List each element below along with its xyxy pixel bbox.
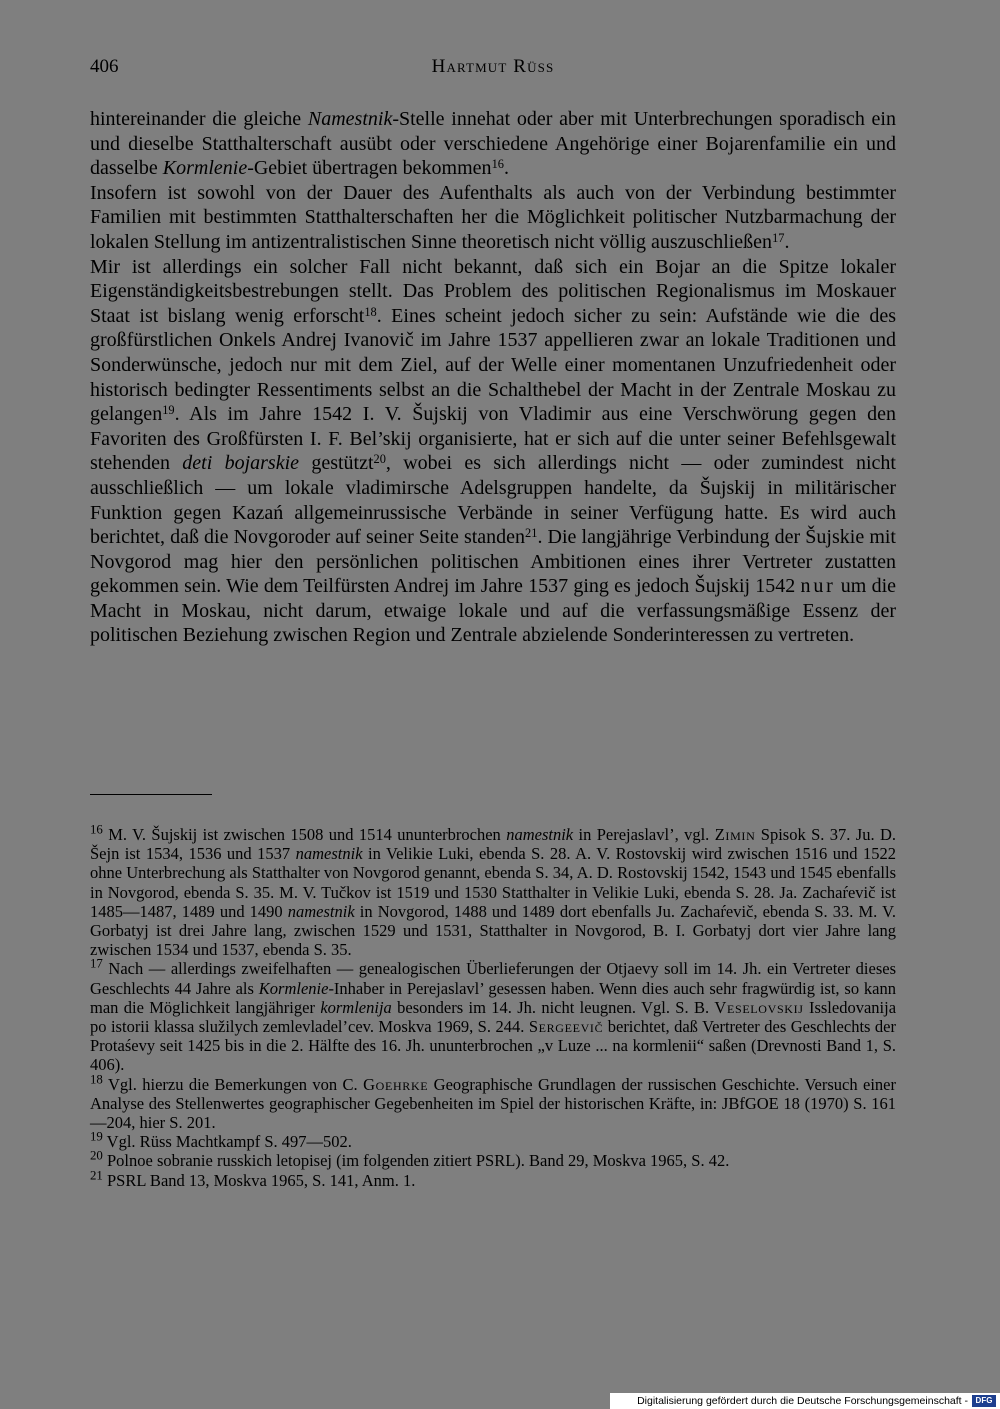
italic-term: Namestnik (307, 108, 393, 130)
footnote-number: 18 (90, 1072, 103, 1087)
banner-text: Digitalisierung gefördert durch die Deutsche Forschungsgemeinschaft - (637, 1395, 968, 1407)
italic-term: namestnik (295, 844, 363, 864)
text-run: , wobei es sich allerdings nicht — oder zumindest nicht ausschließlich — um lokale vladimirsche Adelsgruppen handelte, da Šujskij in militärischer Funktion gegen Kazań allgemeinrussische Verbände in seiner Verfügung hatte. Es wird auch berichtet, daß die Novgoroder auf seiner Seite standen (90, 452, 896, 549)
text-run: Geographische Grundlagen der russischen Geschichte. Versuch einer Analyse des Stellenwertes geographischer Gegebenheiten im Spiel der historischen Kräfte, in: JBfGOE 18 (1970) S. 161—204, hier S. 201. (90, 1074, 896, 1133)
text-run: in Perejaslavl’, vgl. (573, 825, 715, 844)
digitization-banner (610, 1393, 1000, 1409)
author-name: Veselovskij (714, 997, 804, 1017)
text-run: Mir ist allerdings ein solcher Fall nicht bekannt, daß sich ein Bojar an die Spitze lokaler Eigenständigkeitsbestrebungen stellt. Das Problem des politischen Regionalismus im Moskauer Staat ist bislang wenig erforscht (90, 255, 896, 327)
text-run: Polnoe sobranie russkich letopisej (im folgenden zitiert PSRL). Band 29, Moskva 1965, S. 42. (102, 1151, 730, 1171)
footnote-reference: 18 (364, 304, 377, 319)
italic-term: namestnik (287, 901, 355, 921)
text-run: -Stelle innehat oder aber mit Unterbrechungen sporadisch ein und dieselbe Statthalterschaft ausübt oder verschiedene Angehörige einer Bojarenfamilie ein und dasselbe (90, 108, 896, 180)
footnote (90, 1129, 896, 1152)
italic-term: Kormlenie (258, 978, 329, 998)
body-paragraph (90, 181, 896, 255)
footnote-reference: 17 (772, 230, 785, 245)
text-run: . Die langjährige Verbindung der Šujskie mit Novgorod mag hier den persönlichen politischen Ambitionen eines ihrer Vertreter zustatten gekommen sein. Wie dem Teilfürsten Andrej im Jahre 1537 ging es jedoch Šujskij 1542 (90, 526, 896, 598)
footnote-reference: 20 (373, 452, 386, 467)
text-run: M. V. Šujskij ist zwischen 1508 und 1514 ununterbrochen (102, 825, 507, 844)
footnote-number: 19 (90, 1129, 103, 1144)
footnote-number: 16 (90, 822, 103, 837)
main-text (90, 107, 896, 648)
footnote (90, 1168, 896, 1190)
text-run: . Eines scheint jedoch sicher zu sein: Aufstände wie die des großfürstlichen Onkels Andrej Ivanovič im Jahre 1537 appellieren zwar an lokale Traditionen und Sonderwünsche, jedoch nur mit dem Ziel, auf der Welle einer momentanen Unzufriedenheit oder historisch bedingter Ressentiments selbst an die Schalthebel der Macht in der Zentrale Moskau zu gelangen (90, 304, 896, 426)
body-paragraph (90, 107, 896, 181)
footnote-reference: 21 (525, 525, 538, 540)
page-number: 406 (90, 56, 119, 77)
italic-term: deti bojarskie (182, 452, 300, 475)
text-run: . (784, 230, 790, 253)
text-run: gestützt (299, 452, 374, 475)
text-run: Issledovanija po istorii klassa služilych zemlevladel’cev. Moskva 1969, S. 244. (90, 997, 897, 1037)
text-run: -Inhaber in Perejaslavl’ gesessen haben. Wenn dies auch sehr fragwürdig ist, so kann man die Möglichkeit langjähriger (90, 978, 896, 1017)
footnote (90, 1151, 896, 1170)
author-name: Sergeevič (528, 1017, 604, 1037)
footnote-reference: 16 (491, 157, 504, 171)
page-header (90, 56, 896, 82)
author-name: Zimin (714, 825, 756, 844)
text-run: PSRL Band 13, Moskva 1965, S. 141, Anm. 1. (102, 1170, 416, 1190)
text-run: in Velikie Luki, ebenda S. 28. A. V. Rostovskij wird zwischen 1516 und 1522 ohne Unterbrechung als Statthalter von Novgorod genannt, ebenda S. 34, A. D. Rostovskij 1542, 1543 und 1545 ebenfalls in Novgorod, ebenda S. 35. M. V. Tučkov ist 1519 und 1530 Statthalter in Velikie Luki, ebenda S. 28. Ja. Zachaŕevič ist 1485—1487, 1489 und 1490 (90, 844, 896, 921)
footnote (90, 822, 897, 960)
footnote-number: 21 (90, 1168, 103, 1183)
italic-term: Kormlenie (162, 157, 248, 180)
author-name: Goehrke (363, 1074, 429, 1094)
text-run: Vgl. Rüss Machtkampf S. 497—502. (102, 1132, 352, 1152)
text-run: Vgl. hierzu die Bemerkungen von C. (102, 1074, 364, 1094)
footnote-number: 17 (90, 957, 103, 971)
footnote (90, 959, 896, 1074)
text-run: berichtet, daß Vertreter des Geschlechts der Protaśevy seit 1425 bis in die 2. Hälfte des 16. Jh. ununterbrochen „v Luze ... na kormlenii“ saßen (Drevnosti Band 1, S. 406). (90, 1017, 896, 1075)
italic-term: kormlenija (320, 997, 392, 1017)
dfg-logo-icon: DFG (972, 1395, 996, 1407)
text-run: um die Macht in Moskau, nicht darum, etwaige lokale und auf die verfassungsmäßige Essenz der politischen Beziehung zwischen Region und Zentrale abzielende Sonderinteressen zu vertreten. (90, 575, 896, 647)
text-run: in Novgorod, 1488 und 1489 dort ebenfalls Ju. Zachaŕevič, ebenda S. 33. M. V. Gorbatyj ist drei Jahre lang, zwischen 1529 und 1531, Statthalter in Novgorod, B. I. Gorbatyj dort vier Jahre lang zwischen 1534 und 1537, ebenda S. 35. (90, 901, 897, 960)
footnote-divider (90, 794, 212, 795)
text-run: Insofern ist sowohl von der Dauer des Aufenthalts als auch von der Verbindung bestimmter Familien mit bestimmten Statthalterschaften her die Möglichkeit politischer Nutzbarmachung der lokalen Stellung im antizentralistischen Sinne theoretisch nicht völlig auszuschließen (90, 181, 896, 253)
text-run: . Als im Jahre 1542 I. V. Šujskij von Vladimir aus eine Verschwörung gegen den Favoriten des Großfürsten I. F. Bel’skij organisierte, hat er sich auf die unter seiner Befehlsgewalt stehenden (90, 403, 896, 475)
text-run: Nach — allerdings zweifelhaften — genealogischen Überlieferungen der Otjaevy soll im 14. Jh. ein Vertreter dieses Geschlechts 44 Jahre als (90, 959, 896, 998)
text-run: -Gebiet übertragen bekommen (247, 157, 492, 180)
footnote (90, 1072, 896, 1133)
text-run: besonders im 14. Jh. nicht leugnen. Vgl. S. B. (391, 997, 715, 1017)
body-paragraph (90, 255, 896, 649)
footnote-reference: 19 (162, 402, 175, 417)
text-run: Spisok S. 37. Ju. D. Šejn ist 1534, 1536 und 1537 (90, 825, 896, 864)
text-run: hintereinander die gleiche (90, 108, 308, 130)
footnotes (90, 822, 897, 1190)
running-head: Hartmut Rüss (431, 56, 555, 77)
italic-term: namestnik (506, 825, 574, 844)
text-run: . (503, 157, 509, 180)
emphasized-word: nur (800, 575, 836, 598)
footnote-number: 20 (90, 1149, 103, 1164)
